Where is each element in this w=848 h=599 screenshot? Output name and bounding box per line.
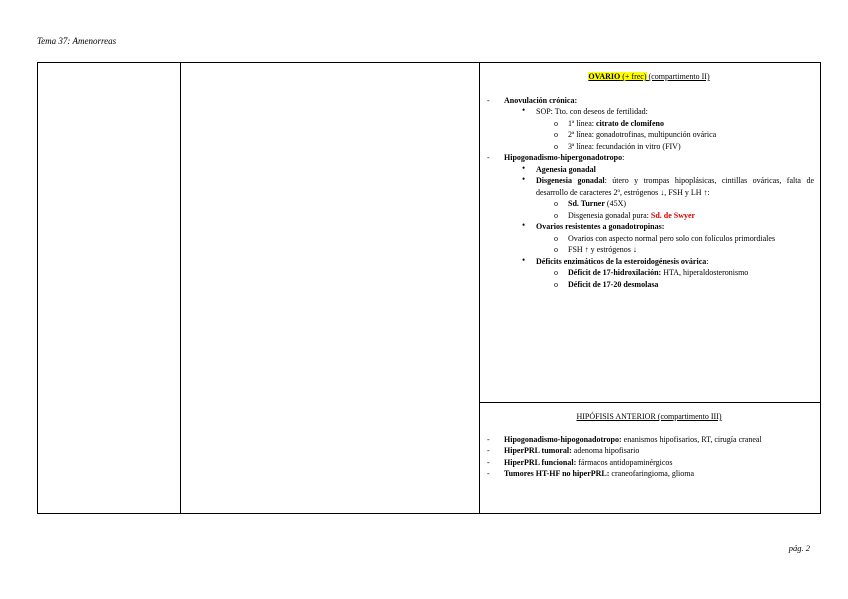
page-header: Tema 37: Amenorreas xyxy=(37,36,117,46)
anovulacion-item: - Anovulación crónica: • SOP: Tto. con deseos de fertilidad: o 1ª línea: citrato de clomifeno o 2ª línea: gonadotrofinas, multipunción ovárica o 3ª línea: fecundación in vitro (FIV) xyxy=(484,95,814,153)
page-number: pág. 2 xyxy=(788,543,810,553)
sop-item: • SOP: Tto. con deseos de fertilidad: o 1ª línea: citrato de clomifeno o 2ª línea: gonadotrofinas, multipunción ovárica o 3ª línea: fecundación in vitro (FIV) xyxy=(520,106,814,152)
swyer-highlight: Sd. de Swyer xyxy=(650,210,696,220)
row-divider xyxy=(479,402,820,403)
hipofisis-title: HIPÓFISIS ANTERIOR (compartimento III) xyxy=(576,412,722,421)
list-item: - HiperPRL tumoral: adenoma hipofisario xyxy=(484,445,814,457)
hipogonadismo-hiper-item: - Hipogonadismo-hipergonadotropo: • Agenesia gonadal • Disgenesia gonadal: útero y trompas hipoplásicas, cintillas ováricas, falta de desarrollo de caracteres 2º, estrógenos ↓, FSH y LH ↑: o Sd. Turner (45X) o Disgenesia gonadal pura: Sd. de Swyer • Ovarios resistentes a gonadotropinas: o Ovarios con aspecto normal pero solo con folículos primordiales o FSH ↑ y estrógenos ↓ • Déficits enzimáticos de la esteroidogénesis ovárica: o Déficit de 17-hidroxilación: HTA, hiperaldosteronismo o Déficit de 17-20 desmolasa xyxy=(484,152,814,290)
ovario-title: OVARIO (+ frec) (compartimento II) xyxy=(588,72,710,81)
ovario-cell xyxy=(484,71,814,290)
hipofisis-cell xyxy=(484,411,814,480)
list-item: - Tumores HT-HF no hiperPRL: craneofaringioma, glioma xyxy=(484,468,814,480)
column-divider-2 xyxy=(479,63,480,513)
column-divider-1 xyxy=(180,63,181,513)
list-item: - Hipogonadismo-hipogonadotropo: enanismos hipofisarios, RT, cirugía craneal xyxy=(484,434,814,446)
content-table xyxy=(37,62,821,514)
list-item: - HiperPRL funcional: fármacos antidopaminérgicos xyxy=(484,457,814,469)
